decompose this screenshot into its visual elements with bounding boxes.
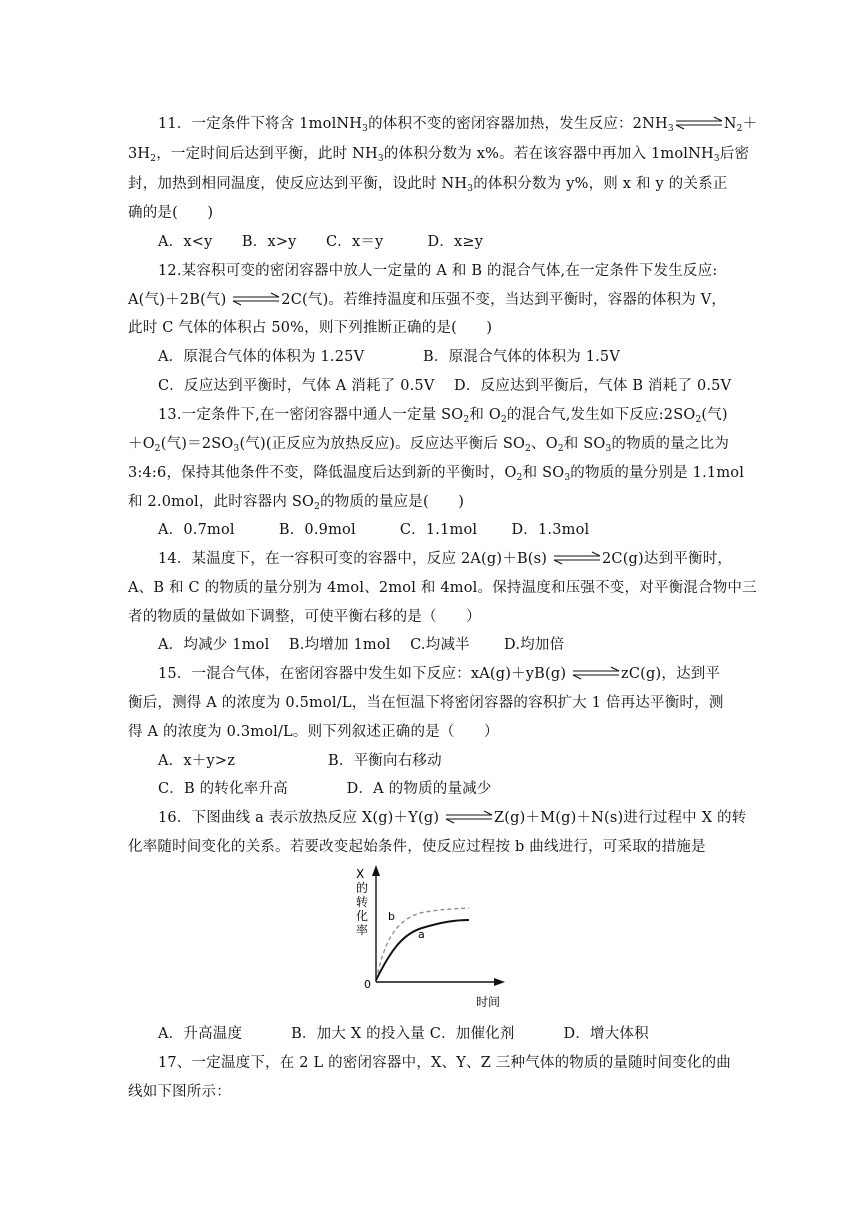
q14-line-2: A、B 和 C 的物质的量分别为 4mol、2mol 和 4mol。保持温度和压强不变，对平衡混合物中三 <box>128 580 757 596</box>
q13-line-3: 3:4:6，保持其他条件不变，降低温度后达到新的平衡时，$O_2$和 $SO_3$的物质的量分别是 1.1mol <box>128 465 745 483</box>
q14-options: A．均减少 1mol B.均增加 1mol C.均减半 D.均加倍 <box>158 637 565 653</box>
equilibrium-arrow-icon <box>444 810 494 824</box>
graph-ylabel-4: 化 <box>356 909 369 923</box>
q12-line-1: 12.某容积可变的密闭容器中放人一定量的 A 和 B 的混合气体,在一定条件下发生反应: <box>158 263 718 279</box>
q15-line-2: 衡后，测得 A 的浓度为 0.5mol/L，当在恒温下将密闭容器的容积扩大 1 倍再达平衡时，测 <box>128 695 724 711</box>
curve-a-label: a <box>418 928 425 941</box>
q11-options: A．x<y B．x>y C．x＝y D．x≥y <box>158 234 484 250</box>
q15-options-cd: C．B 的转化率升高 D．A 的物质的量减少 <box>158 781 492 797</box>
q16-line-1: 16．下图曲线 a 表示放热反应 X(g)＋Y(g) Z(g)＋M(g)＋N(s)进行过程中 X 的转 <box>158 810 747 826</box>
q14-line-1: 14．某温度下，在一容积可变的容器中，反应 2A(g)＋B(s) 2C(g)达到平衡时， <box>158 551 733 567</box>
q13-line-2: $+O_2$(气)$=2SO_3$(气)(正反应为放热反应)。反应达平衡后 $SO_2$、$O_2$和 $SO_3$的物质的量之比为 <box>128 436 730 454</box>
equilibrium-arrow-icon <box>571 666 621 680</box>
q14-line-3: 者的物质的量做如下调整，可使平衡右移的是（ ） <box>128 609 481 625</box>
q15-line-1: 15．一混合气体，在密闭容器中发生如下反应：xA(g)＋yB(g) zC(g)，达到平 <box>158 666 721 682</box>
graph-xlabel: 时间 <box>476 995 501 1009</box>
equilibrium-arrow-icon <box>674 116 724 130</box>
q12-options-cd: C．反应达到平衡时，气体 A 消耗了 0.5V D．反应达到平衡后，气体 B 消耗了 0.5V <box>158 378 732 394</box>
curve-b-label: b <box>388 910 395 923</box>
q11-line-4: 确的是( ) <box>128 205 214 221</box>
x-axis-arrow-icon <box>494 978 505 986</box>
equilibrium-arrow-icon <box>552 551 602 565</box>
q16-options: A．升高温度 B．加大 X 的投入量 C．加催化剂 D．增大体积 <box>158 1026 649 1042</box>
q13-line-1: 13.一定条件下,在一密闭容器中通人一定量 $SO_2$和 $O_2$的混合气,发生如下反应$:2SO_2$(气) <box>158 407 728 425</box>
q17-line-1: 17、一定温度下，在 2 L 的密闭容器中，X、Y、Z 三种气体的物质的量随时间变化的曲 <box>158 1055 732 1071</box>
q15-line-3: 得 A 的浓度为 0.3mol/L。则下列叙述正确的是（ ） <box>128 724 499 740</box>
q11-line-1: 11．一定条件下将含 1molNH$_3$的体积不变的密闭容器加热，发生反应：$2NH_3$ $N_2+$ <box>158 116 758 134</box>
q16-line-2: 化率随时间变化的关系。若要改变起始条件，使反应过程按 b 曲线进行，可采取的措施是 <box>128 839 706 855</box>
graph-ylabel-3: 转 <box>356 895 369 909</box>
q13-line-4: 和 2.0mol，此时容器内 $SO_2$的物质的量应是( ) <box>128 494 465 512</box>
q12-line-3: 此时 C 气体的体积占 50%，则下列推断正确的是( ) <box>128 320 493 336</box>
q12-options-ab: A．原混合气体的体积为 1.25V B．原混合气体的体积为 1.5V <box>158 349 621 365</box>
q13-options: A．0.7mol B．0.9mol C．1.1mol D．1.3mol <box>158 522 590 538</box>
q15-options-ab: A．x＋y>z B．平衡向右移动 <box>158 753 442 769</box>
graph-ylabel-2: 的 <box>356 881 369 895</box>
equilibrium-arrow-icon <box>231 292 281 306</box>
q17-line-2: 线如下图所示： <box>128 1084 231 1100</box>
graph-ylabel-1: X <box>356 867 365 881</box>
graph-origin-label: 0 <box>364 978 371 991</box>
q11-line-3: 封，加热到相同温度，使反应达到平衡，设此时 $NH_3$的体积分数为 y%，则 x 和 y 的关系正 <box>128 176 728 194</box>
q12-line-2: A(气)＋2B(气) 2C(气)。若维持温度和压强不变，当达到平衡时，容器的体积为 V， <box>128 292 727 308</box>
y-axis-arrow-icon <box>372 865 380 876</box>
q11-line-2: $3H_2$，一定时间后达到平衡，此时 $NH_3$的体积分数为 x%。若在该容器中再加入 1molNH$_3$后密 <box>128 146 750 164</box>
graph-ylabel-5: 率 <box>356 923 369 937</box>
conversion-rate-graph <box>350 862 510 1012</box>
